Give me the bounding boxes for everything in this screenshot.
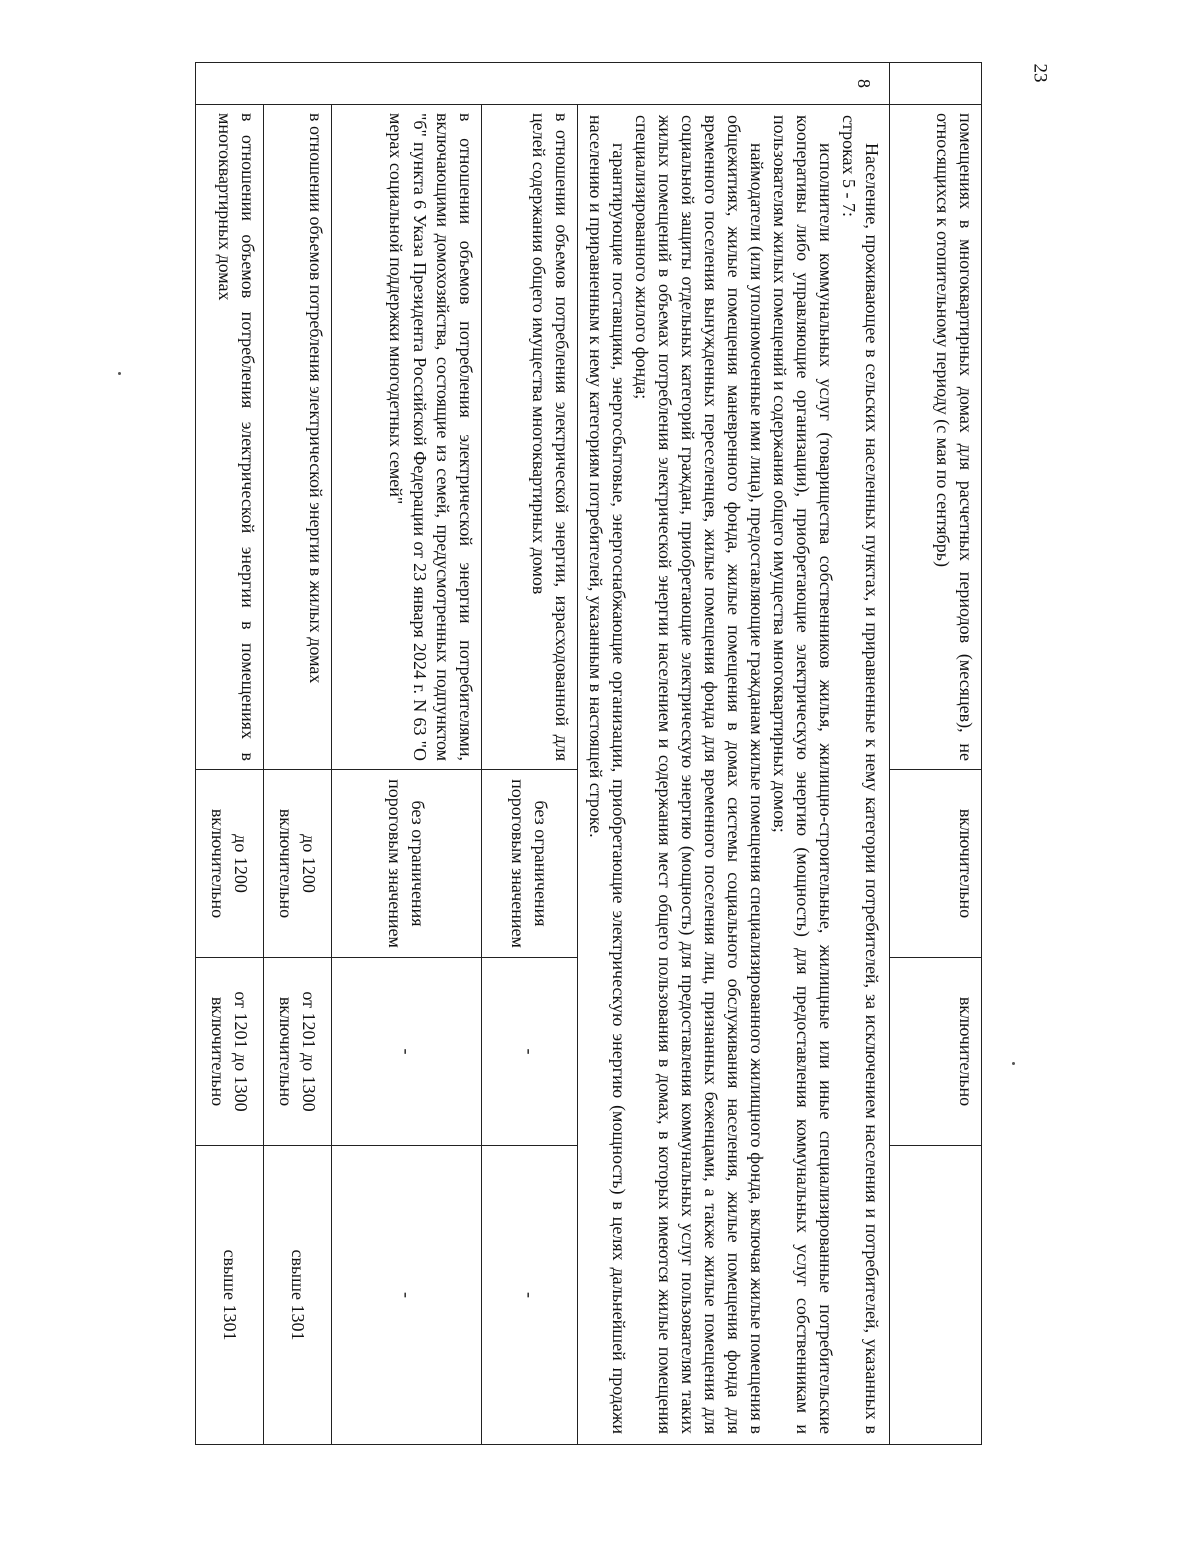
tariff-table: [195, 62, 982, 1445]
threshold-a-cell: без ограничения пороговым значением: [481, 770, 577, 958]
page-number: 23: [1029, 63, 1051, 83]
table-row: [263, 63, 331, 1445]
category-paragraph: Население, проживающее в сельских населенных пунктах, и приравненные к нему категории потребителей, за исключением населения и потребителей, указанных в строках 5 - 7:: [838, 115, 882, 1434]
category-paragraph: наймодатели (или уполномоченные ими лица), предоставляющие гражданам жилые помещения специализированного жилищного фонда, включая жилые помещения в общежитиях, жилые помещения маневренного фонда, жилые помещения в домах системы социального обслуживания населения, жилые помещения фонда для временного поселения вынужденных переселенцев, жилые помещения фонда для временного поселения лиц, признанных беженцами, а также жилые помещения для социальной защиты отдельных категорий граждан, приобретающие электрическую энергию (мощность) для предоставления коммунальных услуг пользователям таких жилых помещений в объемах потребления электрической энергии населением и содержания мест общего пользования в домах, в которых имеются жилые помещения специализированного жилого фонда;: [631, 115, 767, 1434]
threshold-c-cell: -: [331, 1146, 481, 1445]
row-number-cell: 8: [195, 63, 889, 105]
table-row: [331, 63, 481, 1445]
threshold-a-cell: до 1200 включительно: [195, 770, 263, 958]
desc-cell: в отношении объемов потребления электрической энергии в помещениях в многоквартирных домах: [195, 105, 263, 770]
row-number-cell: [890, 63, 982, 105]
landscape-content: [130, 62, 982, 1444]
category-description-cell: [577, 105, 889, 1445]
threshold-a-cell: включительно: [890, 770, 982, 958]
desc-cell: в отношении объемов потребления электрической энергии в жилых домах: [263, 105, 331, 770]
threshold-b-cell: от 1201 до 1300 включительно: [263, 958, 331, 1146]
threshold-b-cell: -: [331, 958, 481, 1146]
scan-speck: [118, 372, 121, 375]
desc-cell: помещениях в многоквартирных домах для расчетных периодов (месяцев), не относящихся к отопительному периоду (с мая по сентябрь): [890, 105, 982, 770]
threshold-a-cell: до 1200 включительно: [263, 770, 331, 958]
table-row: [481, 63, 577, 1445]
threshold-b-cell: -: [481, 958, 577, 1146]
threshold-c-cell: -: [481, 1146, 577, 1445]
threshold-c-cell: свыше 1301: [263, 1146, 331, 1445]
desc-cell: в отношении объемов потребления электрической энергии потребителями, включающими домохозяйства, состоящие из семей, предусмотренных подпунктом "б" пункта 6 Указа Президента Российской Федерации от 23 января 2024 г. N 63 "О мерах социальной поддержки многодетных семей": [331, 105, 481, 770]
threshold-a-cell: без ограничения пороговым значением: [331, 770, 481, 958]
scan-speck: [1012, 1062, 1015, 1065]
table-row: [195, 63, 263, 1445]
category-paragraph: гарантирующие поставщики, энергосбытовые, энергоснабжающие организации, приобретающие электрическую энергию (мощность) в целях дальнейшей продажи населению и приравненным к нему категориям потребителей, указанным в настоящей строке.: [585, 115, 629, 1434]
threshold-b-cell: от 1201 до 1300 включительно: [195, 958, 263, 1146]
category-paragraph: исполнители коммунальных услуг (товарищества собственников жилья, жилищно-строительные, жилищные или иные специализированные потребительские кооперативы либо управляющие организации), приобретающие электрическую энергию (мощность) для предоставления коммунальных услуг собственникам и пользователям жилых помещений и содержания общего имущества многоквартирных домов;: [769, 115, 836, 1434]
threshold-c-cell: [890, 1146, 982, 1445]
table-row: [577, 63, 889, 1445]
threshold-c-cell: свыше 1301: [195, 1146, 263, 1445]
desc-cell: в отношении объемов потребления электрической энергии, израсходованной для целей содержания общего имущества многоквартирных домов: [481, 105, 577, 770]
table-row: [890, 63, 982, 1445]
rotated-table-frame: [130, 62, 982, 1444]
threshold-b-cell: включительно: [890, 958, 982, 1146]
